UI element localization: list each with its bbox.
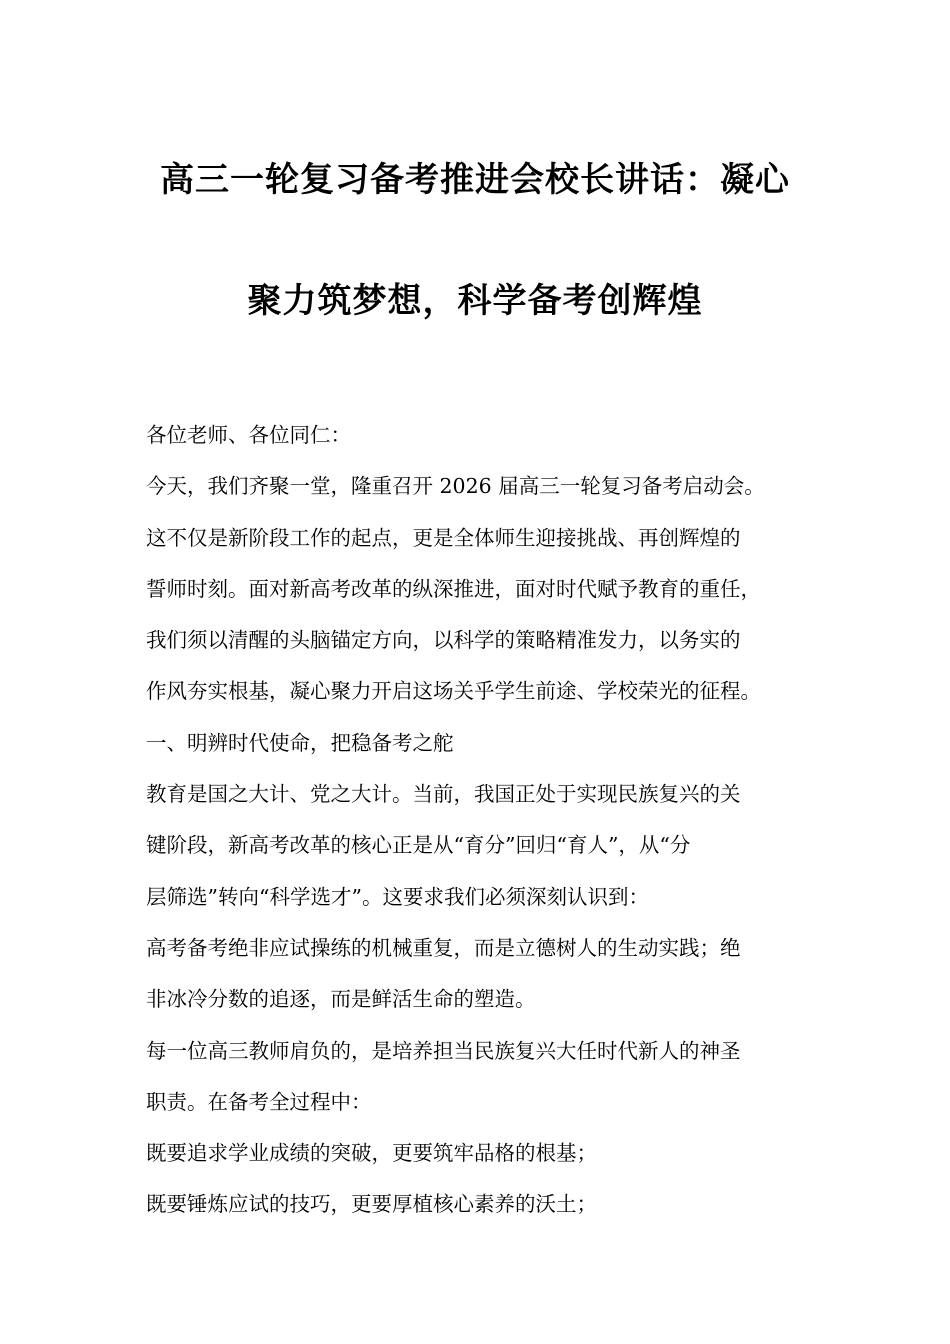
paragraph-line: 非冰冷分数的追逐，而是鲜活生命的塑造。	[146, 987, 536, 1012]
paragraph-line: 这不仅是新阶段工作的起点，更是全体师生迎接挑战、再创辉煌的	[146, 525, 741, 550]
document-title-line-1: 高三一轮复习备考推进会校长讲话：凝心	[160, 160, 790, 200]
paragraph-line: 作风夯实根基，凝心聚力开启这场关乎学生前途、学校荣光的征程。	[146, 679, 761, 704]
paragraph-line: 职责。在备考全过程中：	[146, 1089, 372, 1114]
salutation: 各位老师、各位同仁：	[146, 423, 351, 447]
document-title-line-2: 聚力筑梦想，科学备考创辉煌	[247, 281, 703, 321]
paragraph-line: 我们须以清醒的头脑锚定方向，以科学的策略精准发力，以务实的	[146, 628, 741, 653]
paragraph-line: 今天，我们齐聚一堂，隆重召开 2026 届高三一轮复习备考启动会。	[146, 474, 765, 499]
paragraph-line: 誓师时刻。面对新高考改革的纵深推进，面对时代赋予教育的重任，	[146, 576, 761, 601]
paragraph-line: 既要锤炼应试的技巧，更要厚植核心素养的沃土；	[146, 1192, 597, 1217]
section-heading: 一、明辨时代使命，把稳备考之舵	[146, 730, 454, 755]
paragraph-line: 教育是国之大计、党之大计。当前，我国正处于实现民族复兴的关	[146, 782, 741, 807]
paragraph-line: 层筛选”转向“科学选才”。这要求我们必须深刻认识到：	[146, 884, 649, 909]
document-body	[146, 410, 836, 1231]
paragraph-line: 每一位高三教师肩负的，是培养担当民族复兴大任时代新人的神圣	[146, 1038, 741, 1063]
paragraph-line: 既要追求学业成绩的突破，更要筑牢品格的根基；	[146, 1141, 597, 1166]
paragraph-line: 高考备考绝非应试操练的机械重复，而是立德树人的生动实践；绝	[146, 935, 741, 960]
paragraph-line: 键阶段，新高考改革的核心正是从“育分”回归“育人”，从“分	[146, 833, 691, 858]
